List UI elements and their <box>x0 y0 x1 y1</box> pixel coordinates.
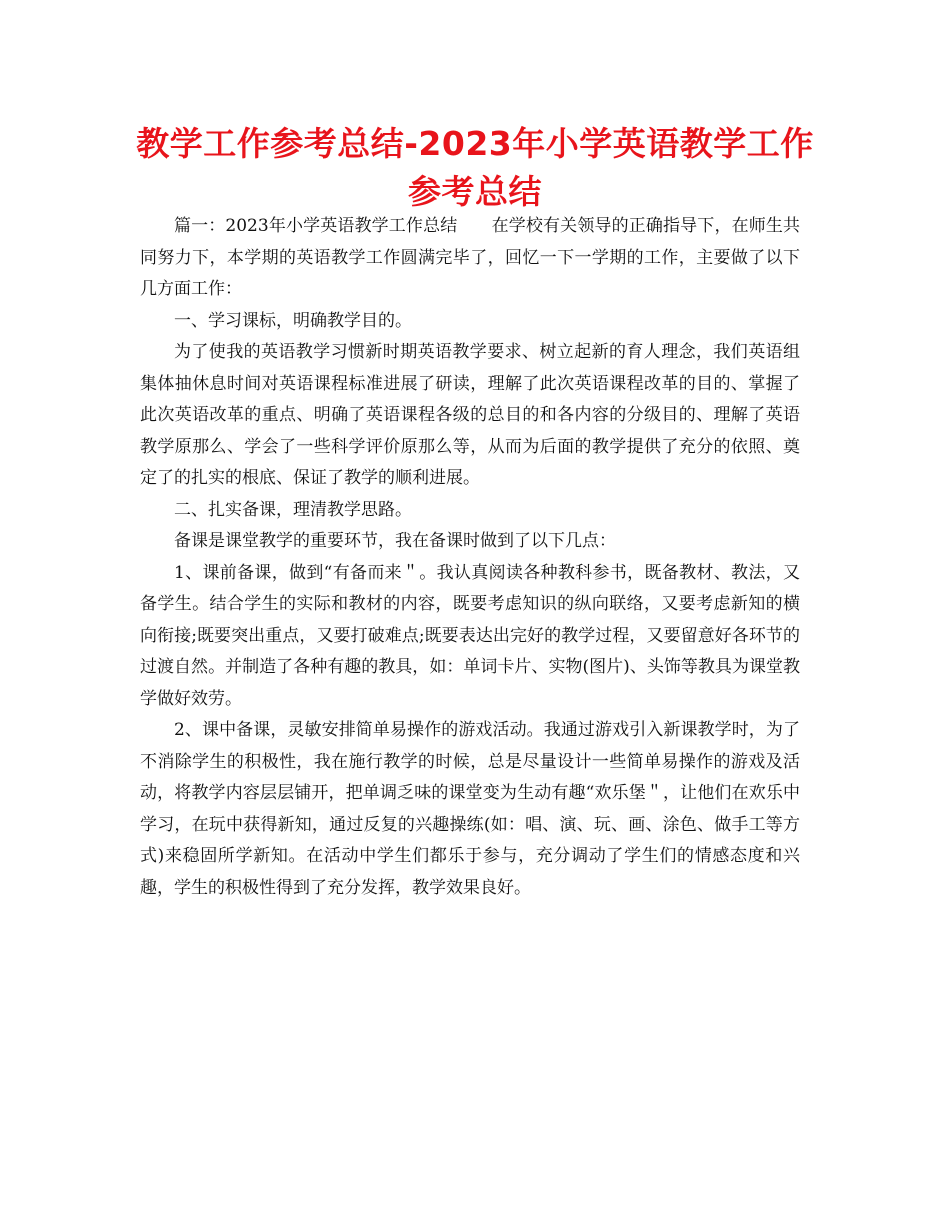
section-heading-2: 二、扎实备课，理清教学思路。 <box>174 499 412 520</box>
paragraph-section-1: 为了使我的英语教学习惯新时期英语教学要求、树立起新的育人理念，我们英语组集体抽休息时间对英语课程标准进展了研读，理解了此次英语课程改革的目的、掌握了此次英语改革的重点、明确了英语课程各级的总目的和各内容的分级目的、理解了英语教学原那么、学会了一些科学评价原那么等，从而为后面的教学提供了充分的依照、奠定了的扎实的根底、保证了教学的顺利进展。 <box>140 342 800 488</box>
paragraph-point-2: 2、课中备课，灵敏安排简单易操作的游戏活动。我通过游戏引入新课教学时，为了不消除学生的积极性，我在施行教学的时候，总是尽量设计一些简单易操作的游戏及活动，将教学内容层层铺开，把单调乏味的课堂变为生动有趣“欢乐堡＂，让他们在欢乐中学习，在玩中获得新知，通过反复的兴趣操练(如：唱、演、玩、画、涂色、做手工等方式)来稳固所学新知。在活动中学生们都乐于参与，充分调动了学生们的情感态度和兴趣，学生的积极性得到了充分发挥，教学效果良好。 <box>140 720 800 898</box>
document-body <box>140 211 800 904</box>
section-heading-1: 一、学习课标，明确教学目的。 <box>174 310 412 331</box>
paragraph-section-2-intro: 备课是课堂教学的重要环节，我在备课时做到了以下几点： <box>174 531 616 551</box>
document-title: 教学工作参考总结-2023年小学英语教学工作参考总结 <box>136 124 814 211</box>
paragraph-point-1: 1、课前备课，做到“有备而来＂。我认真阅读各种教科参书，既备教材、教法，又备学生。结合学生的实际和教材的内容，既要考虑知识的纵向联络，又要考虑新知的横向衔接;既要突出重点，又要打破难点;既要表达出完好的教学过程，又要留意好各环节的过渡自然。并制造了各种有趣的教具，如：单词卡片、实物(图片)、头饰等教具为课堂教学做好效劳。 <box>140 562 800 709</box>
paragraph-intro: 篇一：2023年小学英语教学工作总结 在学校有关领导的正确指导下，在师生共同努力下，本学期的英语教学工作圆满完毕了，回忆一下一学期的工作，主要做了以下几方面工作： <box>140 216 800 299</box>
